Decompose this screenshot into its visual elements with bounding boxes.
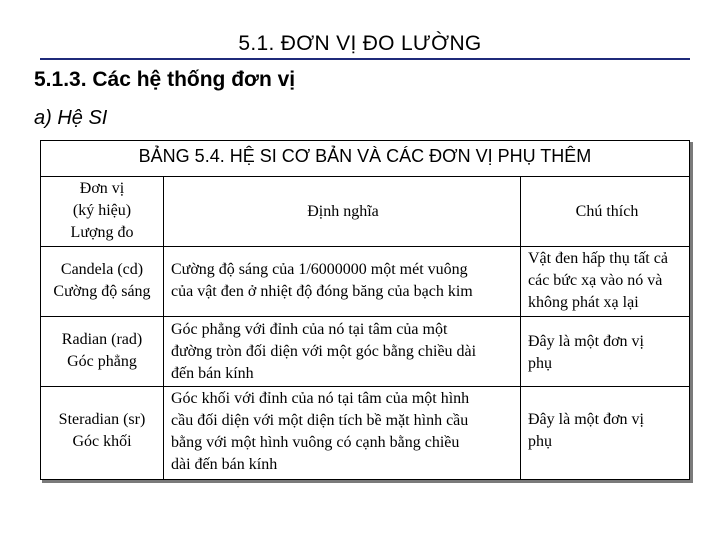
note-cell xyxy=(524,409,690,453)
slide-title: 5.1. ĐƠN VỊ ĐO LƯỜNG xyxy=(238,32,482,55)
definition-line: Góc phẳng với đỉnh của nó tại tâm của một xyxy=(171,321,448,338)
definition-line: của vật đen ở nhiệt độ đóng băng của bạch kim xyxy=(171,283,473,300)
unit-name: Radian (rad) xyxy=(61,331,143,348)
definition-line: đến bán kính xyxy=(171,365,254,382)
table-header-row xyxy=(40,176,690,247)
definition-line: Góc khối với đỉnh của nó tại tâm của một hình xyxy=(171,390,470,407)
header-unit-line: (ký hiệu) xyxy=(72,202,132,219)
note-cell xyxy=(524,331,690,375)
note-line: các bức xạ vào nó và xyxy=(528,272,663,289)
header-unit-line: Đơn vị xyxy=(79,180,125,197)
unit-cell xyxy=(40,259,164,303)
note-line: phụ xyxy=(528,433,552,450)
table-shadow-right xyxy=(690,142,693,482)
section-heading: 5.1.3. Các hệ thống đơn vị xyxy=(34,68,296,91)
header-note: Chú thích xyxy=(575,203,639,220)
unit-cell xyxy=(40,329,164,373)
definition-line: dài đến bán kính xyxy=(171,456,278,473)
header-unit xyxy=(40,178,164,244)
note-line: Đây là một đơn vị xyxy=(528,411,644,428)
definition-line: đường tròn đối diện với một góc bằng chiều dài xyxy=(171,343,477,360)
definition-line: Cường độ sáng của 1/6000000 một mét vuông xyxy=(171,261,468,278)
table-row xyxy=(40,316,690,387)
definition-cell xyxy=(167,388,519,476)
definition-line: cầu đối diện với một diện tích bề mặt hình cầu xyxy=(171,412,469,429)
header-definition: Định nghĩa xyxy=(307,203,379,220)
table-row xyxy=(40,246,690,317)
unit-quantity: Góc khối xyxy=(72,433,132,450)
note-line: không phát xạ lại xyxy=(528,294,639,311)
note-line: Vật đen hấp thụ tất cả xyxy=(528,250,668,267)
note-line: Đây là một đơn vị xyxy=(528,333,644,350)
definition-line: bằng với một hình vuông có cạnh bằng chiều xyxy=(171,434,460,451)
table-caption: BẢNG 5.4. HỆ SI CƠ BẢN VÀ CÁC ĐƠN VỊ PHỤ THÊM xyxy=(138,146,592,166)
unit-name: Candela (cd) xyxy=(60,261,144,278)
unit-cell xyxy=(40,409,164,453)
unit-name: Steradian (sr) xyxy=(58,411,146,428)
unit-quantity: Góc phẳng xyxy=(67,353,137,370)
definition-cell xyxy=(167,319,519,385)
note-line: phụ xyxy=(528,355,552,372)
title-underline xyxy=(40,58,690,60)
subsection-heading: a) Hệ SI xyxy=(34,107,108,129)
note-cell xyxy=(524,248,690,314)
header-unit-line: Lượng đo xyxy=(70,224,134,241)
unit-quantity: Cường độ sáng xyxy=(53,283,151,300)
definition-cell xyxy=(167,259,519,303)
table-row xyxy=(40,386,690,481)
